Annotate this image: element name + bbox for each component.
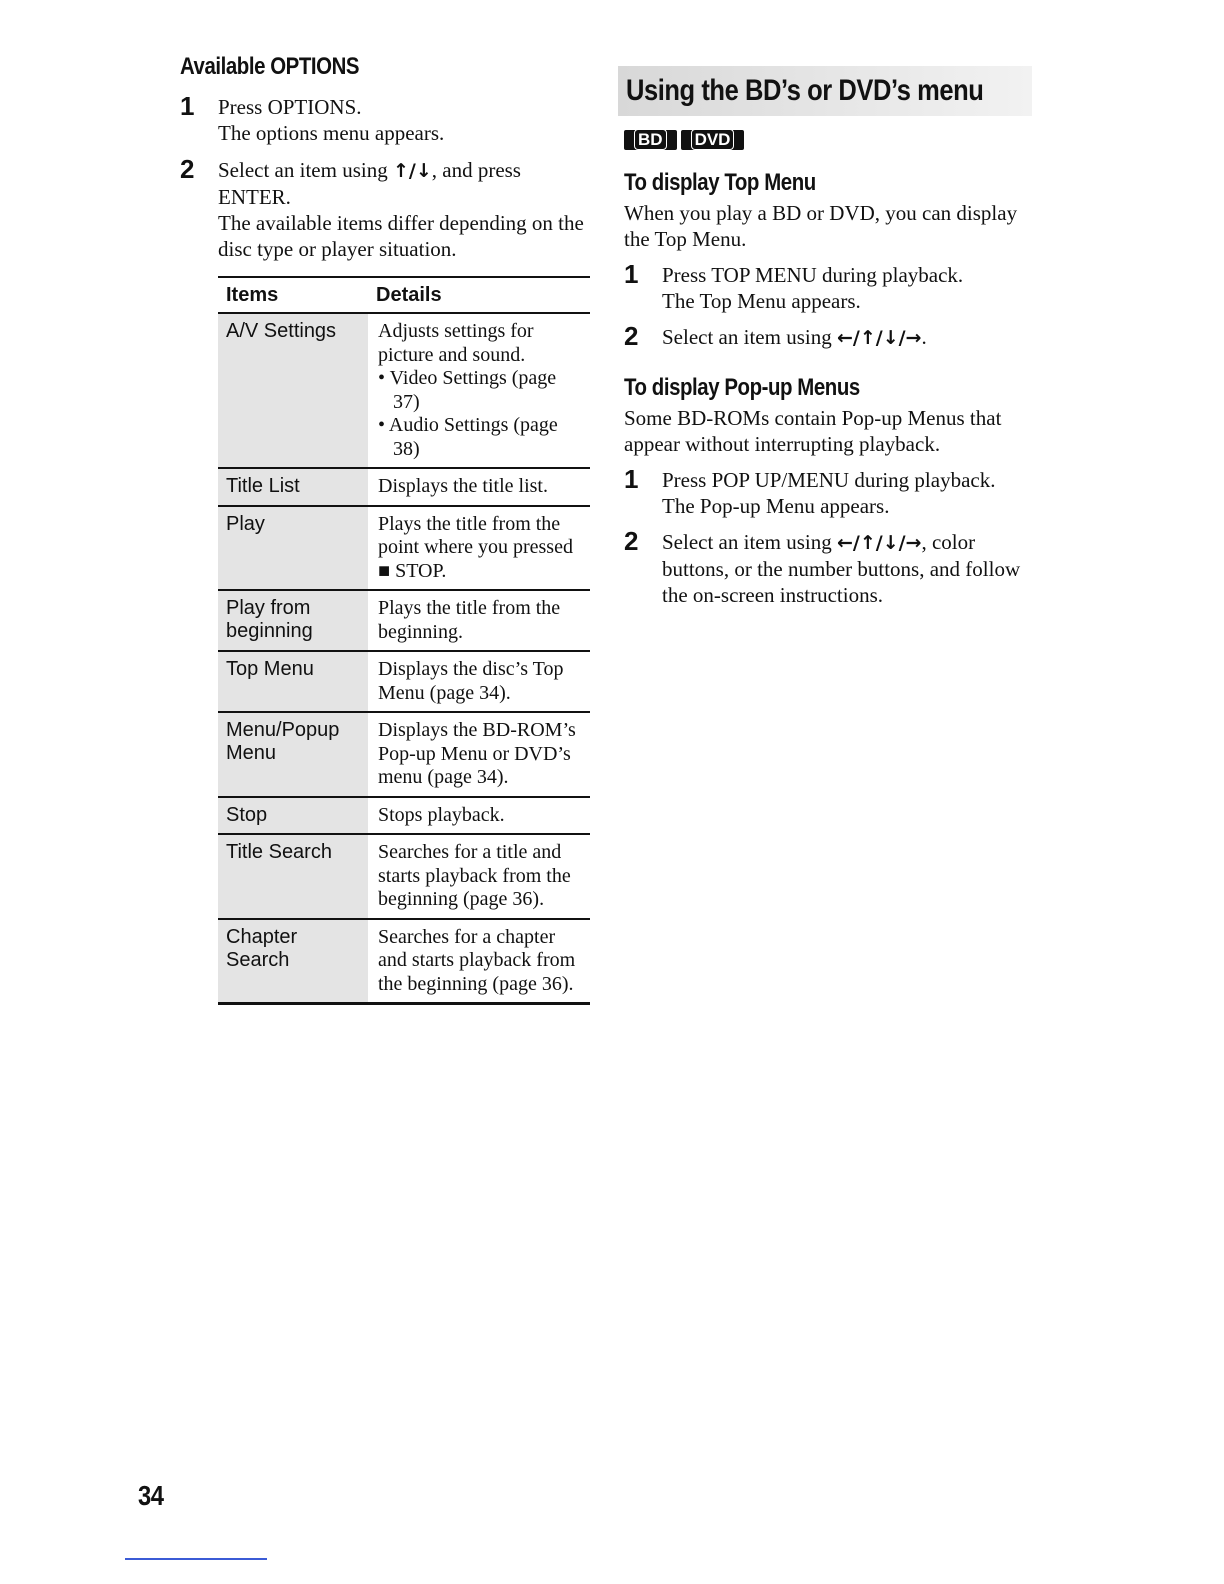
item-cell: Play <box>218 506 368 591</box>
top-menu-step-1 <box>624 259 1034 314</box>
detail-cell: Plays the title from the beginning. <box>368 590 590 651</box>
available-options-heading: Available OPTIONS <box>180 53 360 80</box>
step-text-pre: Select an item using <box>662 325 837 349</box>
step-text <box>662 324 1034 351</box>
item-cell: A/V Settings <box>218 313 368 468</box>
table-row <box>218 313 590 468</box>
step-text <box>218 157 590 210</box>
options-table <box>218 276 590 1005</box>
step-text-post: , color buttons, or the number buttons, and follow the on-screen instructions. <box>662 530 1021 607</box>
detail-cell <box>368 313 590 468</box>
table-row <box>218 590 590 651</box>
step-result: The available items differ depending on the disc type or player situation. <box>218 211 584 261</box>
section-title: Using the BD’s or DVD’s menu <box>626 74 984 107</box>
step-number: 2 <box>624 321 639 351</box>
footer-line <box>125 1558 267 1560</box>
step-text: Press OPTIONS. <box>218 95 362 119</box>
popup-menu-intro: Some BD-ROMs contain Pop-up Menus that appear without interrupting playback. <box>624 406 1002 456</box>
step-text: Press POP UP/MENU during playback. <box>662 468 996 492</box>
dvd-badge: DVD <box>681 130 745 150</box>
item-cell: Title List <box>218 468 368 506</box>
table-row <box>218 919 590 1004</box>
popup-step-2 <box>624 526 1034 608</box>
detail-cell: Displays the title list. <box>368 468 590 506</box>
item-cell: Play from beginning <box>218 590 368 651</box>
popup-menu-heading: To display Pop-up Menus <box>624 374 860 401</box>
left-column <box>180 52 590 1005</box>
detail-cell: Stops playback. <box>368 797 590 835</box>
detail-bullet: • Audio Settings (page 38) <box>378 414 558 460</box>
top-menu-heading: To display Top Menu <box>624 169 816 196</box>
table-row <box>218 506 590 591</box>
right-column <box>624 66 1034 608</box>
options-step-1 <box>180 91 590 146</box>
item-cell: Chapter Search <box>218 919 368 1004</box>
direction-arrows-icon: ←/↑/↓/→ <box>836 532 922 554</box>
top-menu-step-2 <box>624 321 1034 351</box>
options-step-2 <box>180 154 590 262</box>
table-row <box>218 712 590 797</box>
step-text-pre: Select an item using <box>218 158 393 182</box>
detail-cell: Plays the title from the point where you pressed ■ STOP. <box>368 506 590 591</box>
step-text: Press TOP MENU during playback. <box>662 263 964 287</box>
table-header-row <box>218 277 590 313</box>
detail-cell: Searches for a chapter and starts playback from the beginning (page 36). <box>368 919 590 1004</box>
page-number: 34 <box>138 1480 164 1511</box>
step-number: 2 <box>624 526 639 556</box>
step-result: The Top Menu appears. <box>662 289 861 313</box>
detail-bullet: • Video Settings (page 37) <box>378 367 557 413</box>
step-number: 1 <box>624 464 639 494</box>
top-menu-intro: When you play a BD or DVD, you can display the Top Menu. <box>624 201 1018 251</box>
table-row <box>218 651 590 712</box>
step-text-pre: Select an item using <box>662 530 837 554</box>
table-row <box>218 468 590 506</box>
detail-cell: Displays the BD-ROM’s Pop-up Menu or DVD’s menu (page 34). <box>368 712 590 797</box>
section-title-bar <box>618 66 1032 116</box>
step-text-post: , and press ENTER. <box>218 158 521 209</box>
bd-badge: BD <box>624 130 677 150</box>
item-cell: Title Search <box>218 834 368 919</box>
bullet-text: Video Settings (page 37) <box>389 367 557 413</box>
table-row <box>218 834 590 919</box>
step-text <box>662 529 1034 608</box>
detail-cell: Searches for a title and starts playback from the beginning (page 36). <box>368 834 590 919</box>
step-text-post: . <box>921 325 927 349</box>
step-number: 2 <box>180 154 195 184</box>
column-header-details: Details <box>368 277 590 313</box>
item-cell: Menu/Popup Menu <box>218 712 368 797</box>
popup-step-1 <box>624 464 1034 519</box>
step-result: The options menu appears. <box>218 121 445 145</box>
step-number: 1 <box>624 259 639 289</box>
direction-arrows-icon: ←/↑/↓/→ <box>836 327 922 349</box>
step-result: The Pop-up Menu appears. <box>662 494 890 518</box>
step-number: 1 <box>180 91 195 121</box>
disc-badges <box>624 130 1034 152</box>
detail-text: Adjusts settings for picture and sound. <box>378 320 534 366</box>
table-row <box>218 797 590 835</box>
up-down-arrows-icon: ↑/↓ <box>392 160 432 182</box>
bullet-text: Audio Settings (page 38) <box>388 414 558 460</box>
column-header-items: Items <box>218 277 368 313</box>
item-cell: Top Menu <box>218 651 368 712</box>
item-cell: Stop <box>218 797 368 835</box>
detail-cell: Displays the disc’s Top Menu (page 34). <box>368 651 590 712</box>
